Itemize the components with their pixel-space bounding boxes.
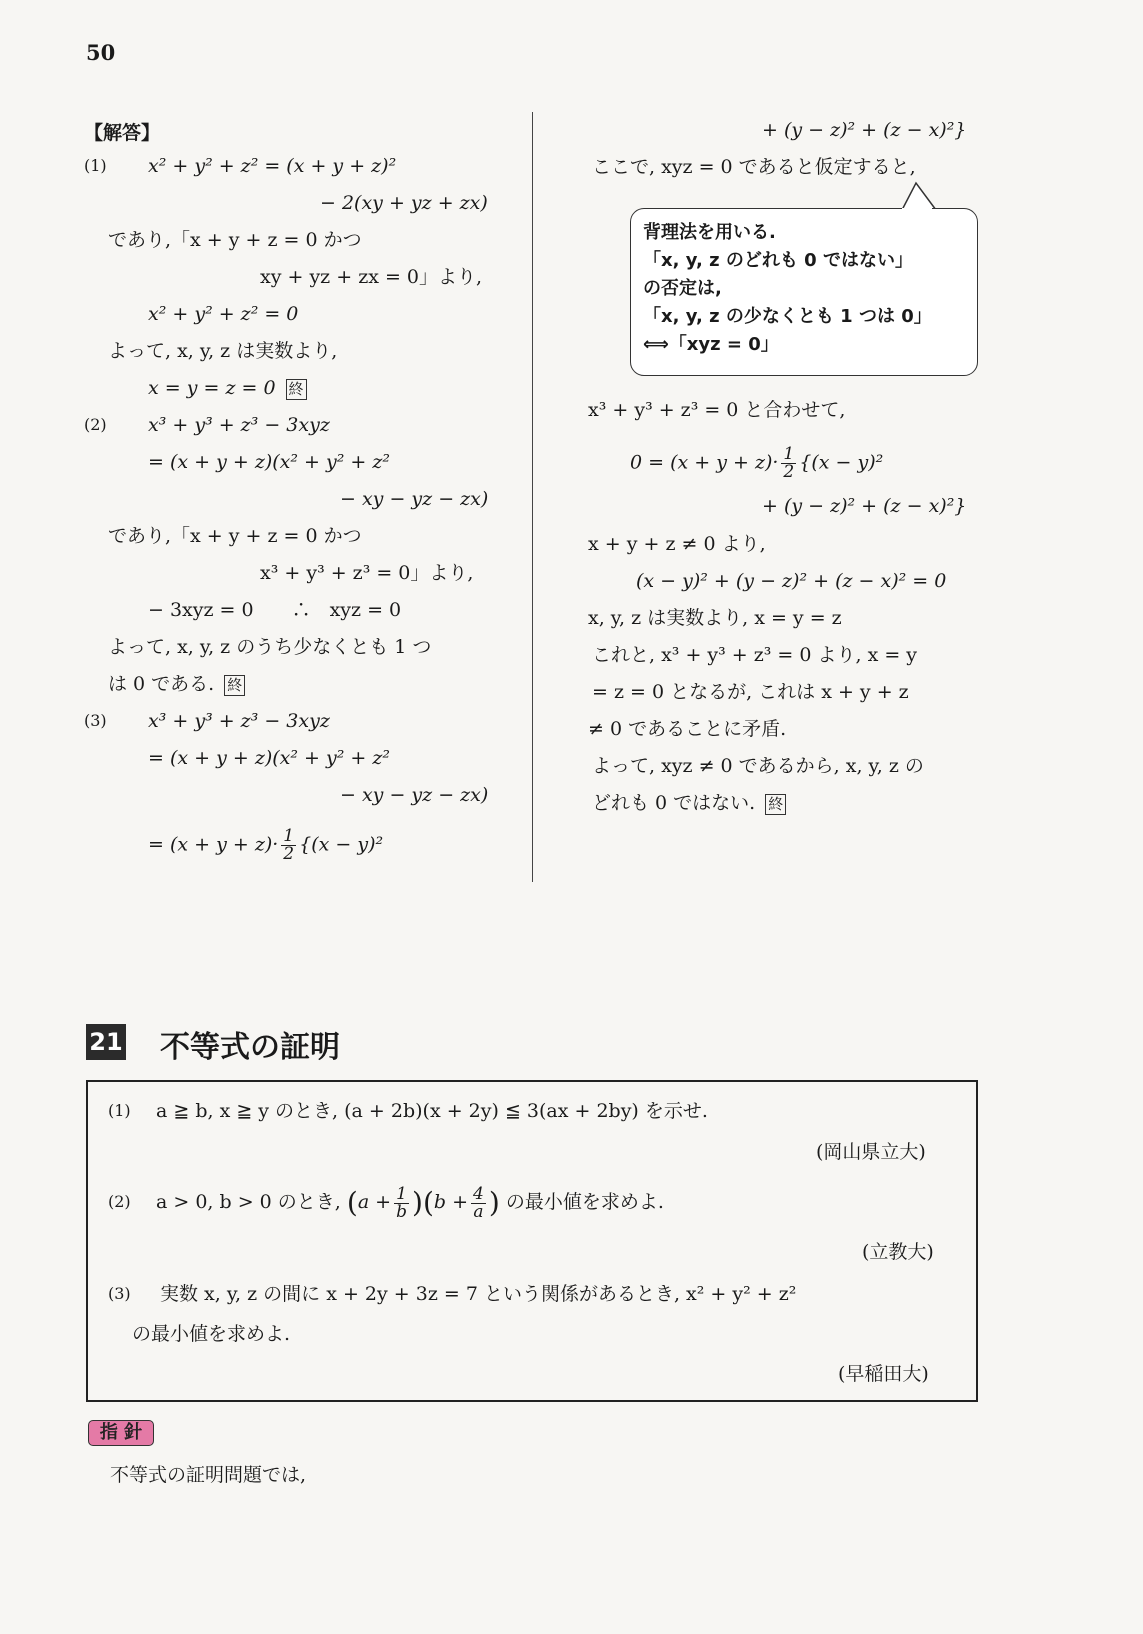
q2-source: (立教大) [862,1241,934,1263]
hint-text: 不等式の証明問題では, [110,1464,307,1486]
q1-source: (岡山県立大) [816,1141,926,1163]
p2-line-8: は 0 である. [108,673,215,695]
fraction-half [281,828,296,863]
q1-text: a ≧ b, x ≧ y のとき, (a + 2b)(x + 2y) ≦ 3(ax + 2by) を示せ. [156,1100,708,1122]
fraction-4-over-a [471,1183,486,1222]
hint-bubble [630,208,978,376]
right-line-8: x, y, z は実数より, x = y = z [588,607,842,629]
bubble-line-5: ⟺「xyz = 0」 [643,334,779,355]
p3-line-4b: {(x − y)² [299,833,384,856]
right-line-4 [630,446,883,481]
right-line-5: + (y − z)² + (z − x)²} [762,495,967,517]
bubble-line-3: の否定は, [643,278,722,299]
p3-line-4 [148,828,383,863]
q3-source: (早稲田大) [838,1363,929,1385]
p3-line-1: x³ + y³ + z³ − 3xyz [148,710,330,732]
p1-line-7-row [148,376,307,400]
right-line-7: (x − y)² + (y − z)² + (z − x)² = 0 [636,570,947,592]
answer-heading: 【解答】 [84,122,161,144]
p2-line-8-row [108,672,245,696]
bubble-pointer-join [902,208,932,211]
p2-line-3: − xy − yz − zx) [340,488,489,510]
bubble-line-2: 「x, y, z のどれも 0 ではない」 [643,250,913,271]
part-3-label: (3) [84,711,107,730]
p1-line-4: xy + yz + zx = 0」より, [260,266,483,288]
bubble-line-1: 背理法を用いる. [643,222,776,243]
right-line-3: x³ + y³ + z³ = 0 と合わせて, [588,399,846,421]
right-line-6: x + y + z ≠ 0 より, [588,533,766,555]
fraction-numerator: 1 [283,826,295,846]
p2-line-6: − 3xyz = 0 ∴ xyz = 0 [148,599,402,621]
right-line-9: これと, x³ + y³ + z³ = 0 より, x = y [592,644,918,666]
p1-line-1: x² + y² + z² = (x + y + z)² [148,155,397,177]
p2-line-1: x³ + y³ + z³ − 3xyz [148,414,330,436]
frac2-den: a [473,1201,484,1222]
q2-expr-a: a + [357,1191,392,1213]
section-number: 21 [86,1024,126,1060]
q2-label: (2) [108,1192,131,1211]
right-line-10: = z = 0 となるが, これは x + y + z [592,681,909,703]
q2-text [156,1182,664,1223]
frac2-num: 4 [473,1183,484,1204]
fraction-denominator-right: 2 [783,462,795,482]
right-line-4a: 0 = (x + y + z)· [630,451,779,474]
p2-line-5: x³ + y³ + z³ = 0」より, [260,562,474,584]
right-line-12: よって, xyz ≠ 0 であるから, x, y, z の [592,755,924,777]
q2-expr-b: b + [433,1191,468,1213]
page-number: 50 [86,40,116,65]
q1-label: (1) [108,1101,131,1120]
q3-label: (3) [108,1284,131,1303]
p3-line-4a: = (x + y + z)· [148,833,279,856]
q3-line-2: の最小値を求めよ. [132,1323,291,1345]
q2-part-c: の最小値を求めよ. [505,1191,664,1213]
right-line-11: ≠ 0 であることに矛盾. [588,718,787,740]
right-line-13-row [592,791,786,815]
end-mark-3: 終 [765,794,786,815]
end-mark-2: 終 [224,675,245,696]
p2-line-7: よって, x, y, z のうち少なくとも 1 つ [108,636,432,658]
frac1-den: b [396,1201,407,1222]
end-mark-1: 終 [286,379,307,400]
column-divider [532,112,533,882]
p1-line-6: よって, x, y, z は実数より, [108,340,338,362]
paren-close-2: ) [488,1186,500,1219]
right-line-13: どれも 0 ではない. [592,792,756,814]
hint-label-badge: 指 針 [88,1420,154,1446]
p1-line-3: であり,「x + y + z = 0 かつ [108,229,362,251]
right-line-2: ここで, xyz = 0 であると仮定すると, [592,156,916,178]
p2-line-4: であり,「x + y + z = 0 かつ [108,525,362,547]
p2-line-2: = (x + y + z)(x² + y² + z² [148,451,390,473]
p1-line-7: x = y = z = 0 [148,377,276,399]
fraction-1-over-b [394,1183,409,1222]
fraction-numerator-right: 1 [783,444,795,464]
right-line-1: + (y − z)² + (z − x)²} [762,119,967,141]
paren-open-2: ( [422,1186,434,1219]
fraction-half-right [781,446,796,481]
paren-close-1: ) [412,1186,423,1219]
fraction-denominator: 2 [283,844,295,864]
right-line-4b: {(x − y)² [799,451,884,474]
part-2-label: (2) [84,415,107,434]
q3-line-1: 実数 x, y, z の間に x + 2y + 3z = 7 という関係があるとき, x² + y² + z² [160,1283,797,1305]
problem-box [86,1080,978,1402]
p1-line-5: x² + y² + z² = 0 [148,303,299,325]
section-title: 不等式の証明 [160,1030,340,1065]
p3-line-3: − xy − yz − zx) [340,784,489,806]
bubble-line-4: 「x, y, z の少なくとも 1 つは 0」 [643,306,932,327]
p3-line-2: = (x + y + z)(x² + y² + z² [148,747,390,769]
paren-open-1: ( [346,1186,358,1219]
q2-part-a: a > 0, b > 0 のとき, [156,1191,341,1213]
p1-line-2: − 2(xy + yz + zx) [320,192,488,214]
frac1-num: 1 [394,1186,409,1204]
part-1-label: (1) [84,156,107,175]
